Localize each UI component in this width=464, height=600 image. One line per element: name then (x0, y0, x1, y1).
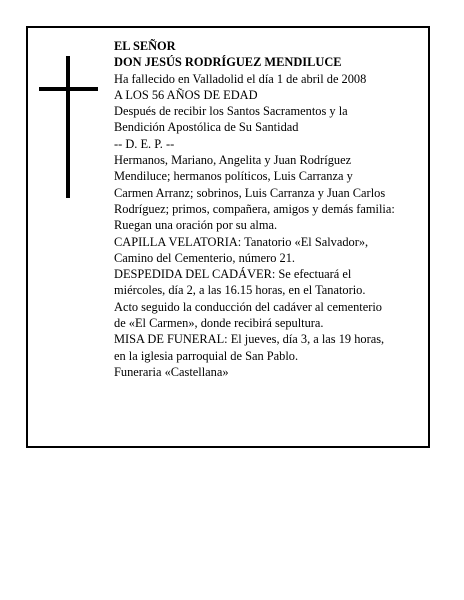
prayer-request: Ruegan una oración por su alma. (114, 218, 278, 233)
funeral-mass-info: MISA DE FUNERAL: El jueves, día 3, a las 19 horas, en la iglesia parroquial de San Pablo. (114, 332, 385, 363)
obituary-text (114, 38, 434, 380)
death-announcement: Ha fallecido en Valladolid el día 1 de abril de 2008 (114, 71, 367, 86)
cross-icon-horizontal-bar (39, 87, 98, 91)
obituary-notice (26, 26, 430, 448)
farewell-info: DESPEDIDA DEL CADÁVER: Se efectuará el miércoles, día 2, a las 16.15 horas, en el Tanatorio. Acto seguido la conducción del cadáver al cementerio de «El Carmen», donde recibirá sepultura. (114, 267, 383, 331)
funeral-home: Funeraria «Castellana» (114, 364, 229, 379)
obituary-heading: EL SEÑOR (114, 39, 176, 53)
chapel-info: CAPILLA VELATORIA: Tanatorio «El Salvador», Camino del Cementerio, número 21. (114, 234, 369, 265)
sacraments-line: Después de recibir los Santos Sacramentos y la Bendición Apostólica de Su Santidad (114, 104, 348, 135)
deceased-name: DON JESÚS RODRÍGUEZ MENDILUCE (114, 55, 342, 70)
rip-line: -- D. E. P. -- (114, 136, 175, 151)
cross-icon-vertical-bar (66, 56, 70, 198)
family-list: Hermanos, Mariano, Angelita y Juan Rodríguez Mendiluce; hermanos políticos, Luis Carranza y Carmen Arranz; sobrinos, Luis Carranza y Juan Carlos Rodríguez; primos, compañera, amigos y demás familia: (114, 153, 395, 216)
age-line: A LOS 56 AÑOS DE EDAD (114, 87, 258, 102)
